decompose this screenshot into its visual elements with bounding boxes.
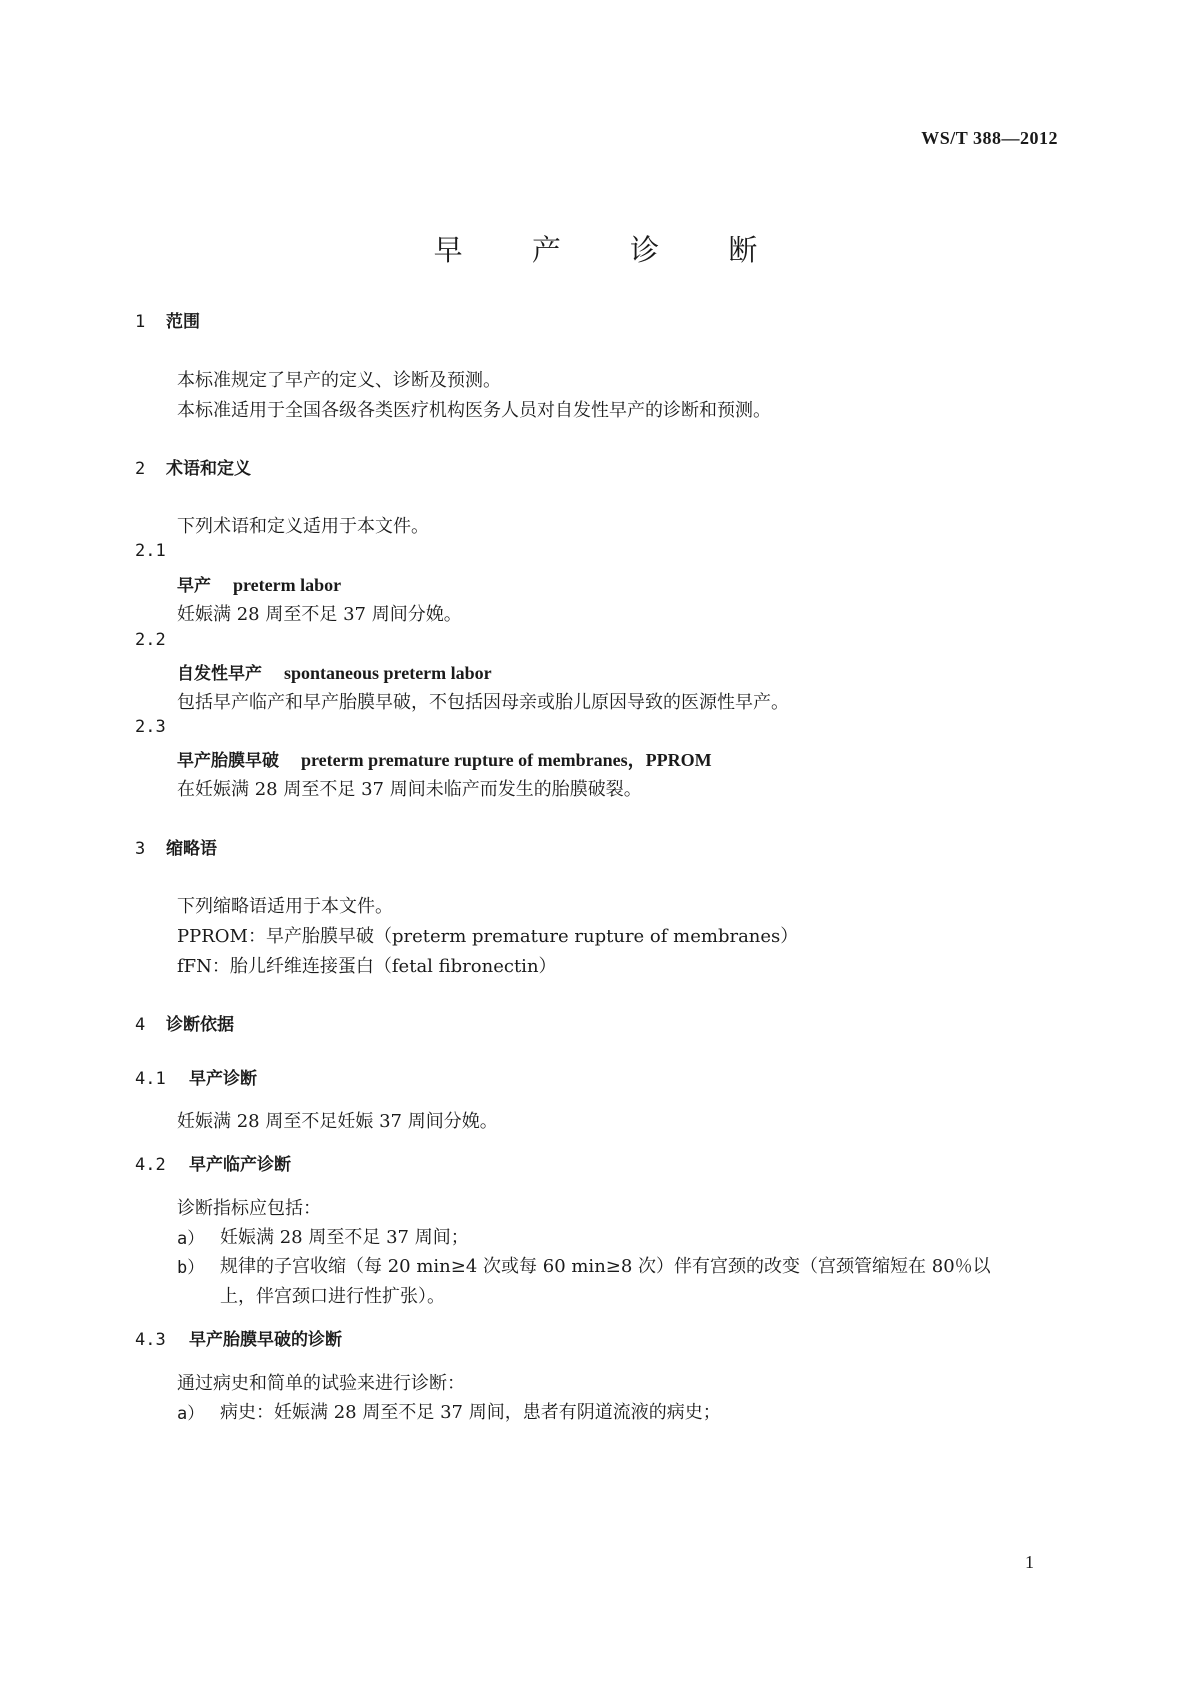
term-definition: 在妊娠满 28 周至不足 37 周间未临产而发生的胎膜破裂。 bbox=[177, 779, 642, 800]
list-item: 妊娠满 28 周至不足 37 周间； bbox=[220, 1227, 469, 1248]
section-heading-abbr bbox=[135, 834, 217, 859]
abbreviation-entry: fFN：胎儿纤维连接蛋白（fetal fibronectin） bbox=[177, 956, 557, 977]
term-en: preterm premature rupture of membranes，PPROM bbox=[301, 750, 712, 770]
paragraph: 通过病史和简单的试验来进行诊断： bbox=[177, 1373, 465, 1394]
term-zh: 早产 bbox=[177, 576, 211, 596]
section-title: 缩略语 bbox=[166, 839, 217, 859]
section-heading-basis bbox=[135, 1010, 234, 1035]
list-marker: a） bbox=[177, 1404, 205, 1424]
paragraph: 本标准适用于全国各级各类医疗机构医务人员对自发性早产的诊断和预测。 bbox=[177, 400, 771, 421]
section-number: 3 bbox=[135, 839, 146, 859]
subsection-title: 早产胎膜早破的诊断 bbox=[189, 1330, 342, 1350]
section-number: 1 bbox=[135, 312, 146, 332]
section-title: 诊断依据 bbox=[166, 1015, 234, 1035]
list-item: 病史：妊娠满 28 周至不足 37 周间，患者有阴道流液的病史； bbox=[220, 1402, 721, 1423]
list-marker: a） bbox=[177, 1229, 205, 1249]
term-zh: 早产胎膜早破 bbox=[177, 751, 279, 771]
page-title: 早 产 诊 断 bbox=[433, 233, 788, 267]
subsection-number: 4.3 bbox=[135, 1330, 166, 1350]
term-number: 2.1 bbox=[135, 541, 166, 561]
paragraph: 诊断指标应包括： bbox=[177, 1198, 321, 1219]
subsection-title: 早产临产诊断 bbox=[189, 1155, 291, 1175]
paragraph: 下列缩略语适用于本文件。 bbox=[177, 896, 393, 917]
section-number: 4 bbox=[135, 1015, 146, 1035]
term-definition: 包括早产临产和早产胎膜早破，不包括因母亲或胎儿原因导致的医源性早产。 bbox=[177, 692, 789, 713]
term-en: preterm labor bbox=[233, 575, 342, 595]
paragraph: 下列术语和定义适用于本文件。 bbox=[177, 516, 429, 537]
term-entry bbox=[177, 571, 341, 596]
list-item: 规律的子宫收缩（每 20 min≥4 次或每 60 min≥8 次）伴有宫颈的改变（宫颈管缩短在 80％以 bbox=[220, 1256, 991, 1277]
abbreviation-entry: PPROM：早产胎膜早破（preterm premature rupture of membranes） bbox=[177, 926, 799, 947]
page-number: 1 bbox=[1025, 1552, 1034, 1572]
section-heading-terms bbox=[135, 454, 251, 479]
subsection-number: 4.1 bbox=[135, 1069, 166, 1089]
paragraph: 本标准规定了早产的定义、诊断及预测。 bbox=[177, 370, 501, 391]
term-en: spontaneous preterm labor bbox=[284, 663, 492, 683]
list-item-continuation: 上，伴宫颈口进行性扩张）。 bbox=[220, 1286, 445, 1307]
paragraph: 妊娠满 28 周至不足妊娠 37 周间分娩。 bbox=[177, 1111, 498, 1132]
standard-code: WS/T 388—2012 bbox=[921, 128, 1058, 148]
term-entry bbox=[177, 746, 712, 772]
subsection-heading bbox=[135, 1150, 291, 1175]
section-heading-scope bbox=[135, 307, 200, 332]
section-title: 范围 bbox=[166, 312, 200, 332]
subsection-title: 早产诊断 bbox=[189, 1069, 257, 1089]
section-number: 2 bbox=[135, 459, 146, 479]
subsection-heading bbox=[135, 1325, 342, 1350]
term-zh: 自发性早产 bbox=[177, 664, 262, 684]
list-marker: b） bbox=[177, 1258, 205, 1278]
section-title: 术语和定义 bbox=[166, 459, 251, 479]
term-definition: 妊娠满 28 周至不足 37 周间分娩。 bbox=[177, 604, 462, 625]
term-entry bbox=[177, 659, 492, 684]
term-number: 2.2 bbox=[135, 630, 166, 650]
subsection-number: 4.2 bbox=[135, 1155, 166, 1175]
term-number: 2.3 bbox=[135, 717, 166, 737]
subsection-heading bbox=[135, 1064, 257, 1089]
